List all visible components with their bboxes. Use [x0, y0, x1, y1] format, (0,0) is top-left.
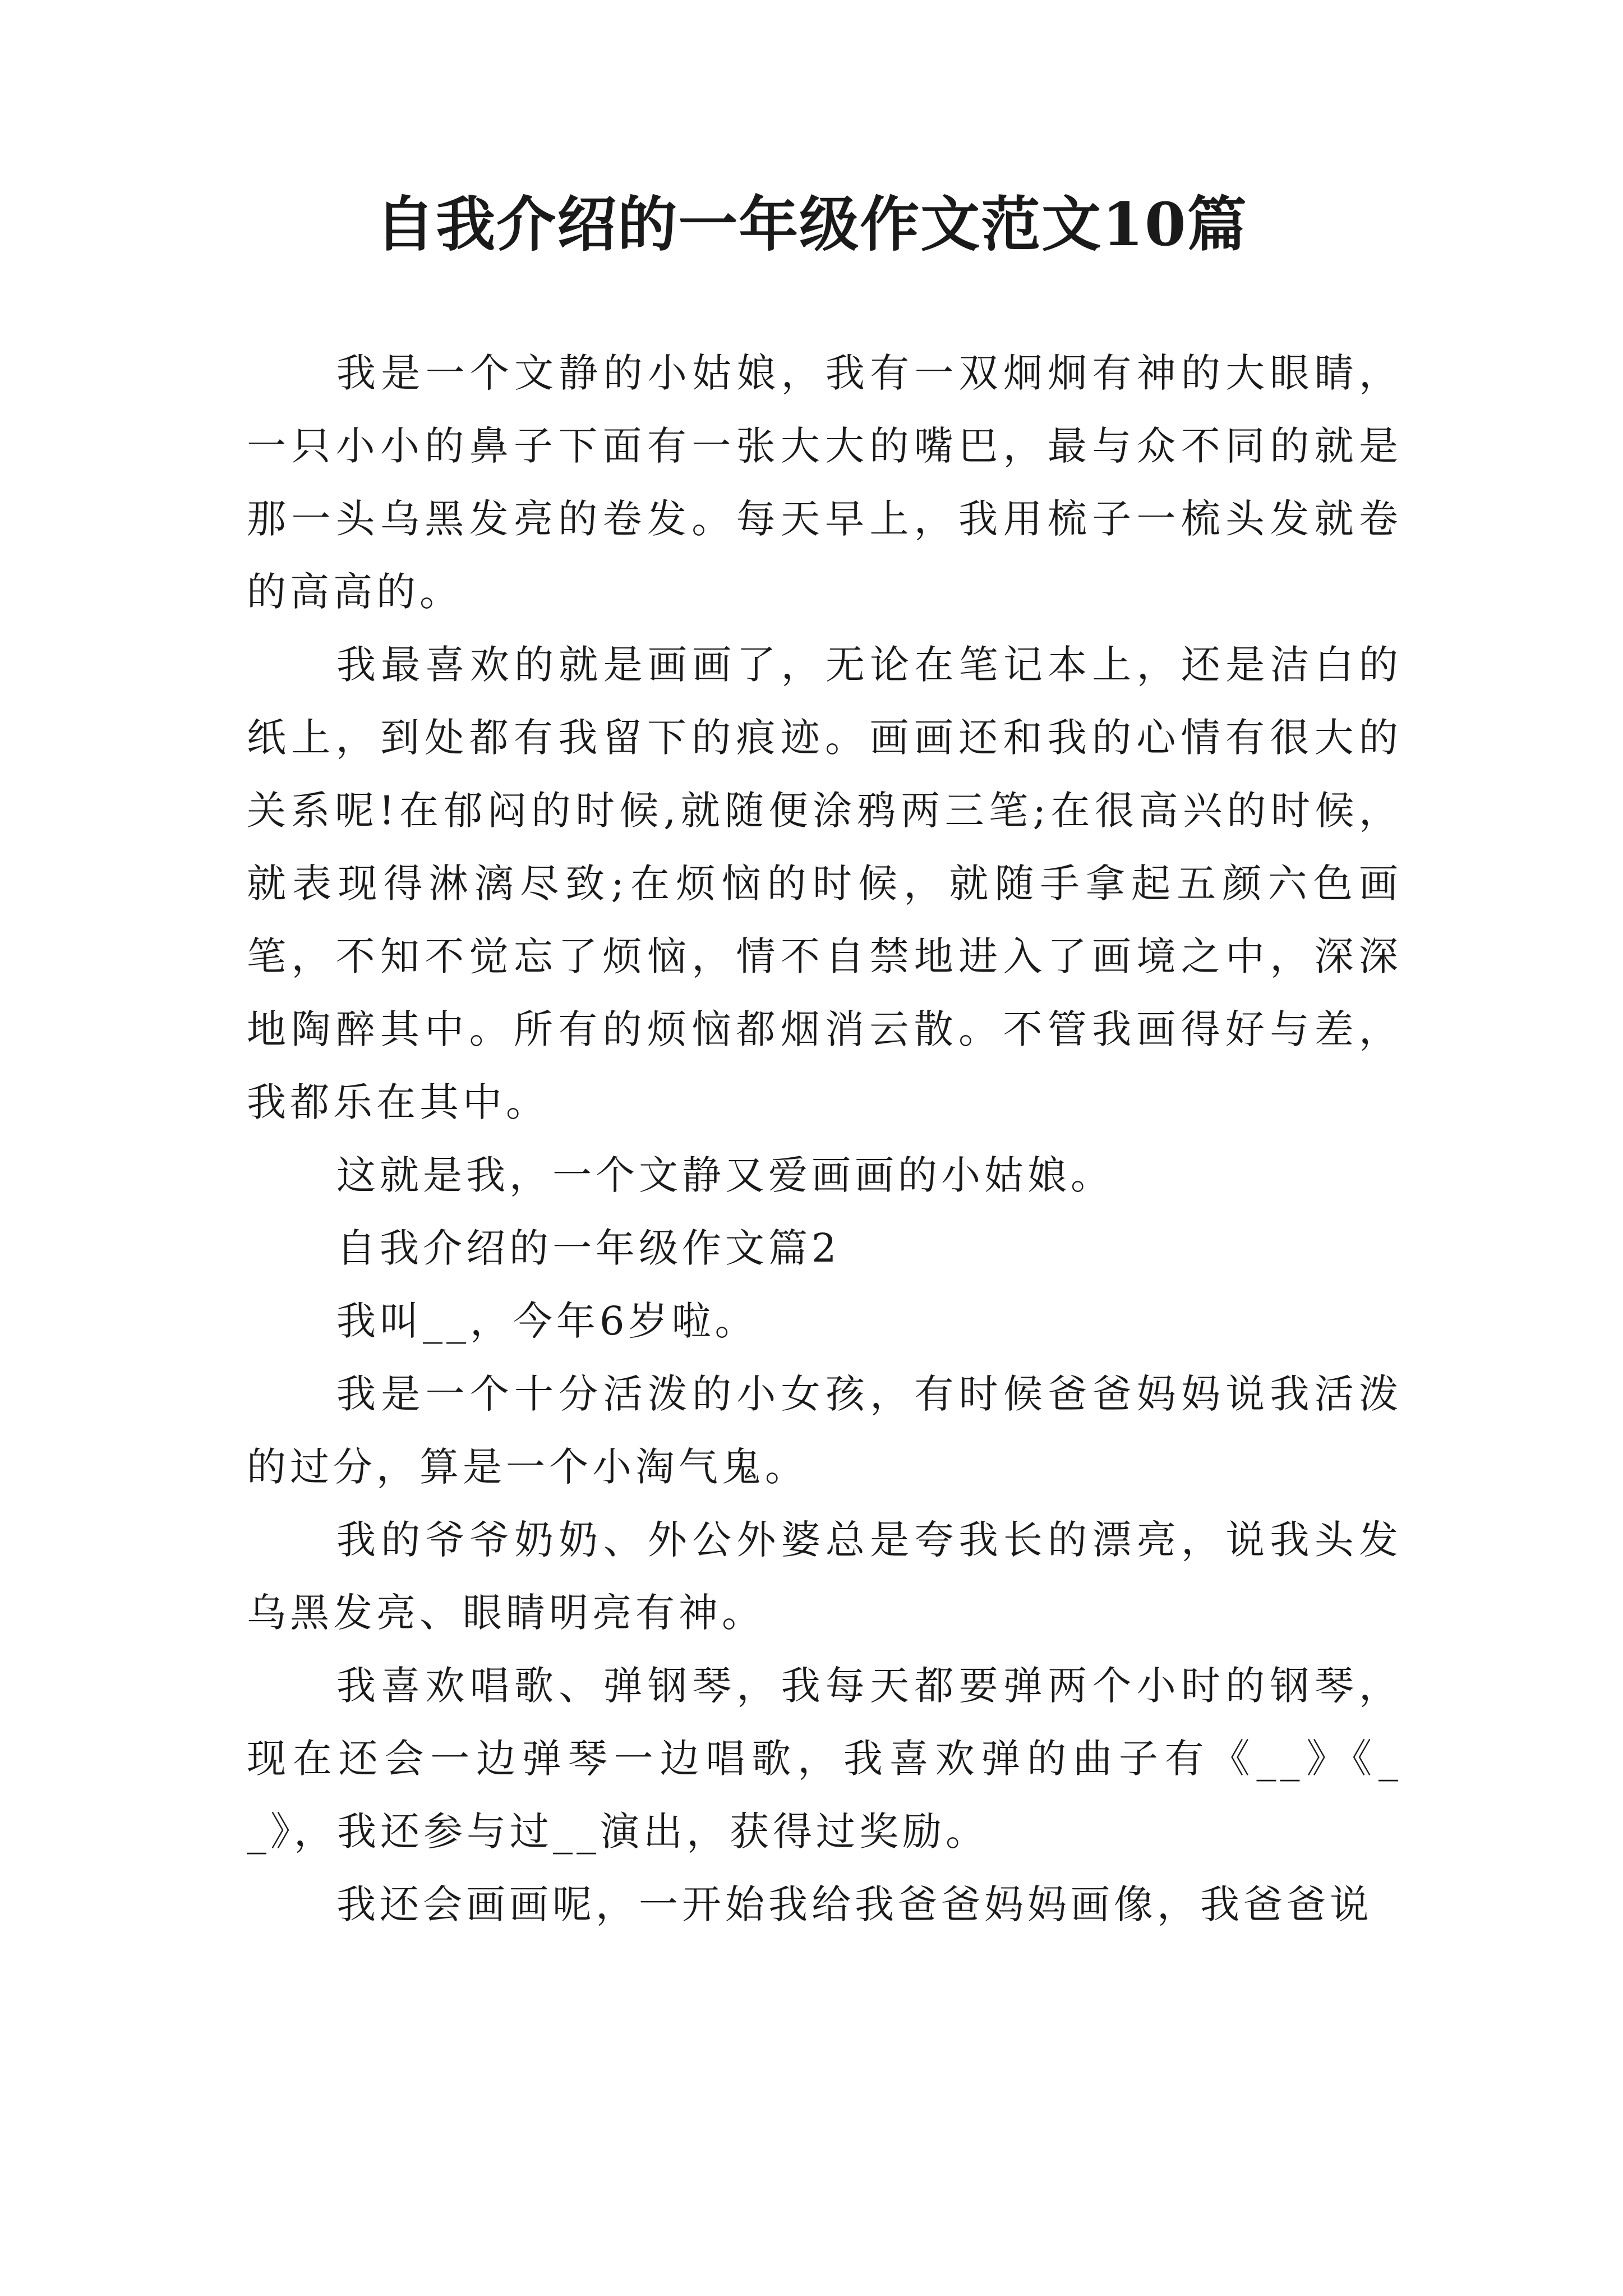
document-body	[247, 337, 1402, 1941]
paragraph: 我是一个十分活泼的小女孩，有时候爸爸妈妈说我活泼的过分，算是一个小淘气鬼。	[247, 1371, 1402, 1490]
paragraph: 我叫__，今年6岁啦。	[336, 1298, 758, 1344]
paragraph: 我喜欢唱歌、弹钢琴，我每天都要弹两个小时的钢琴，现在还会一边弹琴一边唱歌，我喜欢弹的曲子有《__》《__》，我还参与过__演出，获得过奖励。	[247, 1663, 1402, 1855]
paragraph: 我最喜欢的就是画画了，无论在笔记本上，还是洁白的纸上，到处都有我留下的痕迹。画画还和我的心情有很大的关系呢!在郁闷的时候,就随便涂鸦两三笔;在很高兴的时候，就表现得淋漓尽致;在烦恼的时候，就随手拿起五颜六色画笔，不知不觉忘了烦恼，情不自禁地进入了画境之中，深深地陶醉其中。所有的烦恼都烟消云散。不管我画得好与差，我都乐在其中。	[247, 642, 1402, 1125]
document-title: 自我介绍的一年级作文范文10篇	[375, 189, 1248, 259]
section-heading: 自我介绍的一年级作文篇2	[336, 1225, 841, 1271]
paragraph: 我是一个文静的小姑娘，我有一双炯炯有神的大眼睛，一只小小的鼻子下面有一张大大的嘴巴，最与众不同的就是那一头乌黑发亮的卷发。每天早上，我用梳子一梳头发就卷的高高的。	[247, 350, 1402, 615]
paragraph: 我的爷爷奶奶、外公外婆总是夸我长的漂亮，说我头发乌黑发亮、眼睛明亮有神。	[247, 1517, 1402, 1636]
paragraph: 这就是我，一个文静又爱画画的小姑娘。	[336, 1152, 1114, 1198]
paragraph: 我还会画画呢，一开始我给我爸爸妈妈画像，我爸爸说	[336, 1881, 1373, 1927]
